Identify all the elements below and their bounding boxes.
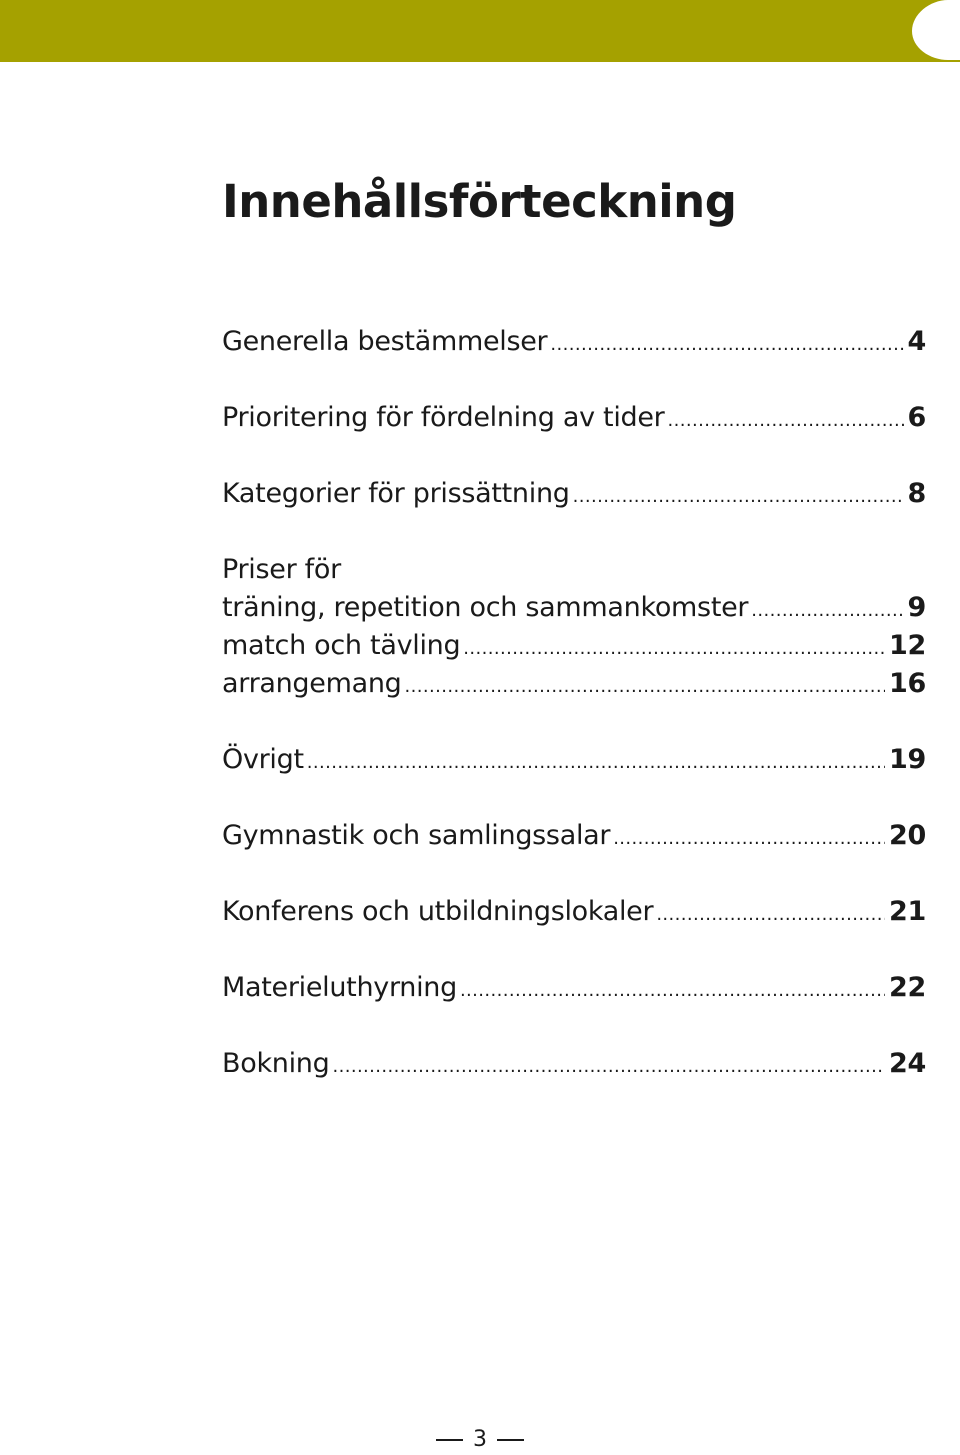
- toc-entry[interactable]: [222, 893, 926, 931]
- page-footer: [0, 1425, 960, 1455]
- toc-entry-page: 16: [889, 668, 926, 699]
- toc-entry-page: 12: [889, 630, 926, 661]
- toc-leader-dots: [751, 589, 903, 627]
- toc-entry-title: arrangemang: [222, 668, 402, 699]
- toc-entry-page: 22: [889, 972, 926, 1003]
- page-number: 3: [473, 1427, 487, 1452]
- toc-entry[interactable]: [222, 323, 926, 361]
- header-band: [0, 0, 960, 62]
- toc-group-heading: Priser för: [222, 554, 341, 585]
- toc-entry-title: match och tävling: [222, 630, 461, 661]
- toc-entry-title: Bokning: [222, 1048, 330, 1079]
- toc-entry-title: Prioritering för fördelning av tider: [222, 402, 665, 433]
- toc-entry-page: 4: [907, 326, 926, 357]
- toc-entry-title: träning, repetition och sammankomster: [222, 592, 749, 623]
- toc-entry[interactable]: [222, 399, 926, 437]
- toc-entry[interactable]: [222, 665, 926, 703]
- footer-rule-right: [497, 1439, 524, 1441]
- toc-entry-title: Generella bestämmelser: [222, 326, 548, 357]
- toc-leader-dots: [667, 399, 903, 437]
- toc-entry-page: 20: [889, 820, 926, 851]
- toc-entry-page: 19: [889, 744, 926, 775]
- toc-entry[interactable]: [222, 1045, 926, 1083]
- toc-entry[interactable]: [222, 475, 926, 513]
- toc-entry-title: Materieluthyrning: [222, 972, 457, 1003]
- toc-entry-page: 21: [889, 896, 926, 927]
- footer-rule-left: [436, 1439, 463, 1441]
- toc-entry-title: Kategorier för prissättning: [222, 478, 570, 509]
- toc-leader-dots: [332, 1045, 885, 1083]
- toc-entry-page: 9: [907, 592, 926, 623]
- toc-leader-dots: [613, 817, 885, 855]
- toc-entry-title: Övrigt: [222, 744, 304, 775]
- toc-entry[interactable]: [222, 741, 926, 779]
- toc-entry-page: 24: [889, 1048, 926, 1079]
- toc-entry-title: Konferens och utbildningslokaler: [222, 896, 654, 927]
- toc-leader-dots: [573, 475, 904, 513]
- toc-entry[interactable]: [222, 817, 926, 855]
- toc-leader-dots: [404, 665, 885, 703]
- header-band-fill: [0, 0, 960, 62]
- toc-entry-page: 8: [907, 478, 926, 509]
- toc-entry-title: Gymnastik och samlingssalar: [222, 820, 611, 851]
- toc-leader-dots: [307, 741, 885, 779]
- toc-leader-dots: [460, 969, 885, 1007]
- page-title: Innehållsförteckning: [222, 175, 737, 228]
- toc-entry-page: 6: [907, 402, 926, 433]
- toc-leader-dots: [656, 893, 885, 931]
- toc-entry[interactable]: [222, 627, 926, 665]
- toc-entry[interactable]: [222, 589, 926, 627]
- toc-leader-dots: [550, 323, 903, 361]
- toc-entry[interactable]: [222, 969, 926, 1007]
- toc-leader-dots: [463, 627, 885, 665]
